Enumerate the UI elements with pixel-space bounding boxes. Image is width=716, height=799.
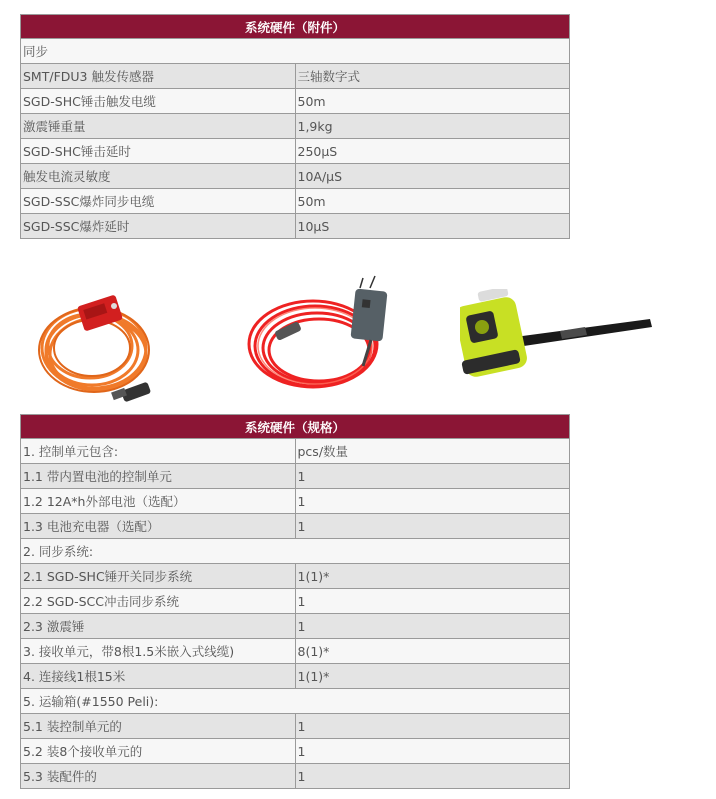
table-row [21,139,570,164]
table-row [21,764,570,789]
table-row [21,89,570,114]
table-row [21,689,570,714]
row-value: 1 [295,614,570,639]
accessories-table-title: 系统硬件（附件） [21,15,570,39]
row-value: 1,9kg [295,114,570,139]
table-row [21,64,570,89]
row-value: pcs/数量 [295,439,570,464]
sledgehammer-image [460,289,655,389]
table-row [21,664,570,689]
row-value: 1 [295,589,570,614]
row-label: 2.1 SGD-SHC锤开关同步系统 [21,564,296,589]
row-value: 1 [295,739,570,764]
accessory-photos [20,264,670,414]
row-value: 8(1)* [295,639,570,664]
table-row [21,114,570,139]
table-row [21,464,570,489]
row-value: 10A/μS [295,164,570,189]
table-row [21,614,570,639]
table-row [21,39,570,64]
row-label: 1.2 12A*h外部电池（选配） [21,489,296,514]
accessories-table-header [21,15,570,39]
accessories-table [20,14,570,239]
row-label: 2.2 SGD-SCC冲击同步系统 [21,589,296,614]
table-row [21,164,570,189]
table-row [21,589,570,614]
row-label: 5. 运输箱(#1550 Peli): [21,689,570,714]
table-row [21,739,570,764]
row-value: 1 [295,764,570,789]
row-value: 250μS [295,139,570,164]
row-label: 4. 连接线1根15米 [21,664,296,689]
table-row [21,539,570,564]
row-label: 触发电流灵敏度 [21,164,296,189]
row-label: 3. 接收单元，带8根1.5米嵌入式线缆) [21,639,296,664]
table-row [21,639,570,664]
row-label: 2.3 激震锤 [21,614,296,639]
row-label: SGD-SSC爆炸同步电缆 [21,189,296,214]
row-label: 1.3 电池充电器（选配） [21,514,296,539]
specification-table-title: 系统硬件（规格） [21,415,570,439]
row-label: 激震锤重量 [21,114,296,139]
row-value: 1 [295,514,570,539]
row-value: 1(1)* [295,564,570,589]
row-value: 50m [295,189,570,214]
row-label: SMT/FDU3 触发传感器 [21,64,296,89]
table-row [21,489,570,514]
row-label: 5.2 装8个接收单元的 [21,739,296,764]
row-value: 1 [295,464,570,489]
specification-table [20,414,570,789]
orange-cable-image [32,278,162,408]
table-row [21,714,570,739]
table-row [21,189,570,214]
specification-table-header [21,415,570,439]
table-row [21,514,570,539]
table-row [21,439,570,464]
row-value: 三轴数字式 [295,64,570,89]
row-label: 5.1 装控制单元的 [21,714,296,739]
row-label: SGD-SSC爆炸延时 [21,214,296,239]
row-label: 1.1 带内置电池的控制单元 [21,464,296,489]
row-value: 1(1)* [295,664,570,689]
row-label: 同步 [21,39,570,64]
row-value: 1 [295,714,570,739]
row-label: SGD-SHC锤击延时 [21,139,296,164]
row-label: 5.3 装配件的 [21,764,296,789]
row-label: 1. 控制单元包含: [21,439,296,464]
row-value: 50m [295,89,570,114]
table-row [21,564,570,589]
row-value: 1 [295,489,570,514]
row-label: 2. 同步系统: [21,539,570,564]
table-row [21,214,570,239]
row-value: 10μS [295,214,570,239]
red-cable-image [245,274,415,404]
row-label: SGD-SHC锤击触发电缆 [21,89,296,114]
